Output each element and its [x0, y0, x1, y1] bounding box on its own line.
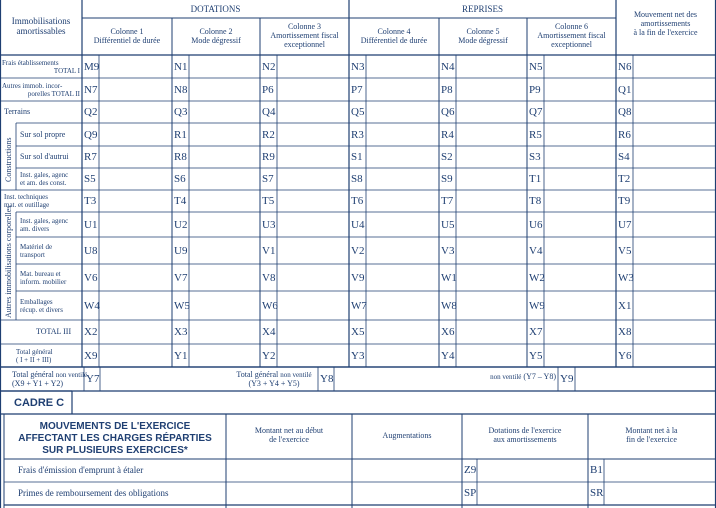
input-X8[interactable] [634, 321, 714, 343]
input-W8[interactable] [457, 292, 526, 319]
code-S3: S3 [529, 151, 541, 163]
input-P8[interactable] [457, 79, 526, 100]
input-Q3[interactable] [190, 102, 259, 122]
header-montant-debut: Montant net au début de l'exercice [254, 426, 324, 444]
input-Q2[interactable] [100, 102, 171, 122]
code-V4: V4 [529, 244, 543, 257]
input-R6[interactable] [634, 124, 714, 145]
input-V6[interactable] [100, 265, 171, 290]
input-W1[interactable] [457, 265, 526, 290]
code-V6: V6 [84, 271, 98, 284]
input-N7[interactable] [100, 79, 171, 100]
code-W1: W1 [441, 271, 457, 284]
cadre-c-row-label-1: Frais d'émission d'emprunt à étaler [18, 465, 144, 475]
code-Q4: Q4 [262, 106, 276, 118]
code-N3: N3 [351, 60, 365, 73]
row-label: Frais établissements TOTAL I [2, 58, 80, 75]
code-U3: U3 [262, 218, 276, 231]
input-T1[interactable] [545, 169, 615, 189]
input-N6[interactable] [634, 56, 714, 77]
input-V1[interactable] [278, 238, 348, 263]
code-V5: V5 [618, 244, 632, 257]
input-T8[interactable] [545, 191, 615, 211]
input-SP[interactable] [478, 483, 587, 505]
row-label: Sur sol propre [20, 129, 66, 139]
input-Y4[interactable] [457, 345, 526, 366]
input-augmentations-primes[interactable] [353, 483, 461, 505]
code-U8: U8 [84, 244, 98, 257]
code-S9: S9 [441, 173, 453, 185]
code-R5: R5 [529, 128, 542, 141]
input-T2[interactable] [634, 169, 714, 189]
input-T3[interactable] [100, 191, 171, 211]
input-V2[interactable] [367, 238, 438, 263]
code-Y8: Y8 [320, 373, 334, 385]
input-X5[interactable] [367, 321, 438, 343]
non-ventile-a-label: Total général non ventilé (X9 + Y1 + Y2) [12, 370, 88, 388]
input-P7[interactable] [367, 79, 438, 100]
row-label: Autres immob. incor- porelles TOTAL II [2, 81, 80, 98]
code-U6: U6 [529, 218, 543, 231]
code-S5: S5 [84, 173, 96, 185]
input-Q4[interactable] [278, 102, 348, 122]
input-W6[interactable] [278, 292, 348, 319]
code-N5: N5 [529, 60, 543, 73]
input-Z9[interactable] [478, 460, 587, 482]
input-R2[interactable] [278, 124, 348, 145]
code-W4: W4 [84, 299, 100, 312]
input-U3[interactable] [278, 213, 348, 236]
input-Y5[interactable] [545, 345, 615, 366]
code-W5: W5 [174, 299, 190, 312]
code-Z9: Z9 [464, 464, 477, 476]
input-W2[interactable] [545, 265, 615, 290]
code-T9: T9 [618, 195, 631, 207]
code-X5: X5 [351, 326, 365, 338]
code-Q2: Q2 [84, 106, 98, 118]
code-U1: U1 [84, 218, 98, 231]
code-X4: X4 [262, 326, 276, 338]
input-augmentations-frais[interactable] [353, 460, 461, 482]
code-V2: V2 [351, 244, 365, 257]
code-T1: T1 [529, 173, 542, 185]
code-V9: V9 [351, 271, 365, 284]
input-V9[interactable] [367, 265, 438, 290]
code-S6: S6 [174, 173, 186, 185]
code-W9: W9 [529, 299, 545, 312]
input-S5[interactable] [100, 169, 171, 189]
input-N4[interactable] [457, 56, 526, 77]
code-Q9: Q9 [84, 128, 98, 141]
header-dotations-exercice: Dotations de l'exercice aux amortissements [488, 426, 562, 444]
input-T7[interactable] [457, 191, 526, 211]
row-label: TOTAL III [36, 327, 72, 336]
input-U2[interactable] [190, 213, 259, 236]
input-X6[interactable] [457, 321, 526, 343]
side-label-constructions: Constructions [4, 137, 13, 182]
input-R9[interactable] [278, 147, 348, 167]
input-Q1[interactable] [634, 79, 714, 100]
code-R2: R2 [262, 128, 275, 141]
header-montant-fin: Montant net à la fin de l'exercice [625, 426, 678, 444]
input-Q5[interactable] [367, 102, 438, 122]
code-N7: N7 [84, 83, 98, 96]
code-N2: N2 [262, 60, 276, 73]
input-U6[interactable] [545, 213, 615, 236]
input-U8[interactable] [100, 238, 171, 263]
input-W4[interactable] [100, 292, 171, 319]
header-reprises: REPRISES [461, 4, 503, 14]
input-U1[interactable] [100, 213, 171, 236]
code-SR: SR [590, 487, 604, 499]
header-dotations: DOTATIONS [190, 4, 241, 14]
input-Y9[interactable] [575, 367, 715, 391]
header-col4: Colonne 4 Différentiel de durée [360, 27, 428, 45]
input-N5[interactable] [545, 56, 615, 77]
code-Q8: Q8 [618, 106, 632, 118]
header-col1: Colonne 1 Différentiel de durée [93, 27, 161, 45]
input-N3[interactable] [367, 56, 438, 77]
code-Q3: Q3 [174, 106, 188, 118]
input-X2[interactable] [100, 321, 171, 343]
input-Y1[interactable] [190, 345, 259, 366]
header-augmentations: Augmentations [382, 431, 432, 440]
code-R4: R4 [441, 128, 454, 141]
input-N8[interactable] [190, 79, 259, 100]
code-Q1: Q1 [618, 83, 632, 96]
cadre-c-heading: MOUVEMENTS DE L'EXERCICE AFFECTANT LES CHARGES RÉPARTIES SUR PLUSIEURS EXERCICES* [18, 421, 212, 456]
input-T6[interactable] [367, 191, 438, 211]
code-T6: T6 [351, 195, 364, 207]
input-S3[interactable] [545, 147, 615, 167]
input-X4[interactable] [278, 321, 348, 343]
code-SP: SP [464, 487, 477, 499]
header-col3: Colonne 3 Amortissement fiscal exceptionnel [270, 22, 339, 49]
input-N2[interactable] [278, 56, 348, 77]
input-P6[interactable] [278, 79, 348, 100]
input-Q8[interactable] [634, 102, 714, 122]
input-X9[interactable] [100, 345, 171, 366]
code-T2: T2 [618, 173, 631, 185]
cadre-c-row-label-2: Primes de remboursement des obligations [18, 488, 169, 498]
code-V3: V3 [441, 244, 455, 257]
code-X6: X6 [441, 326, 455, 338]
input-S8[interactable] [367, 169, 438, 189]
code-R1: R1 [174, 128, 187, 141]
code-Q5: Q5 [351, 106, 365, 118]
input-V3[interactable] [457, 238, 526, 263]
input-S4[interactable] [634, 147, 714, 167]
code-N8: N8 [174, 83, 188, 96]
code-N6: N6 [618, 60, 632, 73]
input-V7[interactable] [190, 265, 259, 290]
row-label: Matériel de transport [20, 242, 53, 259]
input-V4[interactable] [545, 238, 615, 263]
input-S1[interactable] [367, 147, 438, 167]
header-col6: Colonne 6 Amortissement fiscal exceptionnel [537, 22, 606, 49]
input-W3[interactable] [634, 265, 714, 290]
input-W7[interactable] [367, 292, 438, 319]
input-R5[interactable] [545, 124, 615, 145]
code-V1: V1 [262, 244, 276, 257]
code-N1: N1 [174, 60, 188, 73]
input-U4[interactable] [367, 213, 438, 236]
input-U5[interactable] [457, 213, 526, 236]
code-R6: R6 [618, 128, 631, 141]
input-Y2[interactable] [278, 345, 348, 366]
input-V5[interactable] [634, 238, 714, 263]
code-V8: V8 [262, 271, 276, 284]
input-montant-debut-frais[interactable] [227, 460, 351, 482]
input-R8[interactable] [190, 147, 259, 167]
code-Y4: Y4 [441, 349, 455, 362]
code-R7: R7 [84, 151, 97, 163]
row-label: Terrains [4, 107, 31, 116]
row-label: Inst. techniques mat. et outillage [4, 193, 50, 209]
input-S9[interactable] [457, 169, 526, 189]
code-Y5: Y5 [529, 349, 543, 362]
code-P8: P8 [441, 83, 453, 96]
code-U5: U5 [441, 218, 455, 231]
input-T5[interactable] [278, 191, 348, 211]
row-label: Inst. gales, agenc et am. des const. [20, 171, 69, 187]
code-W7: W7 [351, 299, 367, 312]
code-R9: R9 [262, 151, 275, 163]
code-X1: X1 [618, 299, 632, 312]
input-X1[interactable] [634, 292, 714, 319]
non-ventile-c-label: non ventilé (Y7 – Y8) [490, 372, 556, 381]
code-Y3: Y3 [351, 349, 365, 362]
input-M9[interactable] [100, 56, 171, 77]
input-V8[interactable] [278, 265, 348, 290]
code-Y7: Y7 [86, 373, 100, 385]
code-V7: V7 [174, 271, 188, 284]
input-N1[interactable] [190, 56, 259, 77]
code-T5: T5 [262, 195, 275, 207]
input-SR[interactable] [605, 483, 715, 505]
input-montant-debut-primes[interactable] [227, 483, 351, 505]
row-label: Inst. gales, agenc am. divers [20, 216, 69, 233]
code-X2: X2 [84, 326, 98, 338]
header-col2: Colonne 2 Mode dégressif [191, 27, 241, 45]
code-B1: B1 [590, 464, 603, 476]
code-S8: S8 [351, 173, 363, 185]
input-B1[interactable] [605, 460, 715, 482]
code-P7: P7 [351, 83, 363, 96]
code-W6: W6 [262, 299, 278, 312]
code-W2: W2 [529, 271, 545, 284]
input-S7[interactable] [278, 169, 348, 189]
code-N4: N4 [441, 60, 455, 73]
input-T4[interactable] [190, 191, 259, 211]
row-label: Total général ( I + II + III) [16, 347, 53, 364]
input-Q6[interactable] [457, 102, 526, 122]
code-Y1: Y1 [174, 349, 188, 362]
row-label: Sur sol d'autrui [20, 152, 69, 161]
row-label: Mat. bureau et inform. mobilier [20, 269, 67, 286]
code-Y6: Y6 [618, 349, 632, 362]
row-label: Emballages récup. et divers [20, 297, 63, 314]
code-X7: X7 [529, 326, 543, 338]
input-R3[interactable] [367, 124, 438, 145]
input-P9[interactable] [545, 79, 615, 100]
code-Q7: Q7 [529, 106, 543, 118]
input-S6[interactable] [190, 169, 259, 189]
code-U9: U9 [174, 244, 188, 257]
header-col5: Colonne 5 Mode dégressif [458, 27, 508, 45]
code-R8: R8 [174, 151, 187, 163]
code-Q6: Q6 [441, 106, 455, 118]
code-U4: U4 [351, 218, 365, 231]
code-P6: P6 [262, 83, 274, 96]
code-T3: T3 [84, 195, 97, 207]
code-X3: X3 [174, 326, 188, 338]
input-W5[interactable] [190, 292, 259, 319]
header-immobilisations: Immobilisations amortissables [11, 16, 71, 36]
input-U9[interactable] [190, 238, 259, 263]
input-R1[interactable] [190, 124, 259, 145]
input-Y3[interactable] [367, 345, 438, 366]
input-Y6[interactable] [634, 345, 714, 366]
code-X8: X8 [618, 326, 632, 338]
input-Q7[interactable] [545, 102, 615, 122]
input-Q9[interactable] [100, 124, 171, 145]
input-T9[interactable] [634, 191, 714, 211]
code-Y9: Y9 [560, 373, 574, 385]
input-R7[interactable] [100, 147, 171, 167]
input-X7[interactable] [545, 321, 615, 343]
code-X9: X9 [84, 349, 98, 362]
code-S7: S7 [262, 173, 274, 185]
input-Y8[interactable] [334, 367, 474, 391]
code-S1: S1 [351, 151, 363, 163]
side-label-autres-immobilisations: Autres immobilisations corporelles [4, 205, 13, 318]
non-ventile-b-label: Total général non ventilé (Y3 + Y4 + Y5) [236, 370, 312, 388]
input-U7[interactable] [634, 213, 714, 236]
input-R4[interactable] [457, 124, 526, 145]
code-W3: W3 [618, 271, 634, 284]
code-U7: U7 [618, 218, 632, 231]
input-W9[interactable] [545, 292, 615, 319]
code-R3: R3 [351, 128, 364, 141]
code-P9: P9 [529, 83, 541, 96]
code-Y2: Y2 [262, 349, 276, 362]
code-S2: S2 [441, 151, 453, 163]
code-T4: T4 [174, 195, 187, 207]
code-T7: T7 [441, 195, 454, 207]
code-U2: U2 [174, 218, 188, 231]
input-X3[interactable] [190, 321, 259, 343]
cadre-c-title: CADRE C [14, 397, 65, 409]
code-T8: T8 [529, 195, 542, 207]
code-M9: M9 [84, 60, 100, 73]
code-S4: S4 [618, 151, 630, 163]
input-S2[interactable] [457, 147, 526, 167]
code-W8: W8 [441, 299, 457, 312]
header-mouvement-net: Mouvement net des amortissements à la fin de l'exercice [633, 10, 698, 37]
